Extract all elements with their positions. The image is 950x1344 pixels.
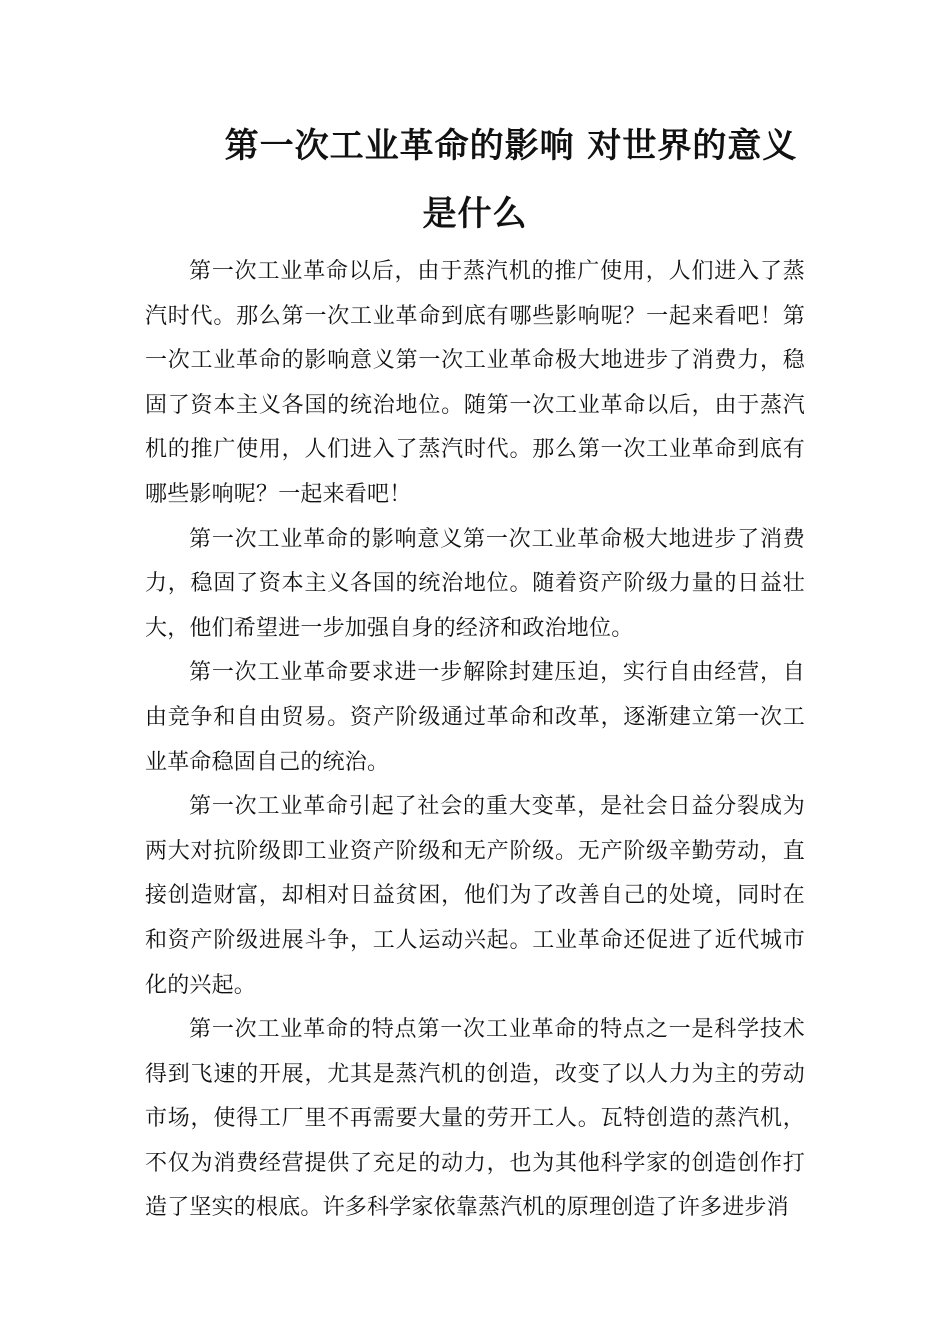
paragraph: 第一次工业革命的影响意义第一次工业革命极大地进步了消费力，稳固了资本主义各国的统治地位。随着资产阶级力量的日益壮大，他们希望进一步加强自身的经济和政治地位。: [145, 526, 805, 641]
document-title: 第一次工业革命的影响 对世界的意义是什么: [224, 126, 798, 234]
paragraph: 第一次工业革命以后，由于蒸汽机的推广使用，人们进入了蒸汽时代。那么第一次工业革命到底有哪些影响呢？一起来看吧！第一次工业革命的影响意义第一次工业革命极大地进步了消费力，稳固了资本主义各国的统治地位。随第一次工业革命以后，由于蒸汽机的推广使用，人们进入了蒸汽时代。那么第一次工业革命到底有哪些影响呢？一起来看吧！: [145, 259, 805, 507]
paragraph: 第一次工业革命的特点第一次工业革命的特点之一是科学技术得到飞速的开展，尤其是蒸汽机的创造，改变了以人力为主的劳动市场，使得工厂里不再需要大量的劳开工人。瓦特创造的蒸汽机，不仅为消费经营提供了充足的动力，也为其他科学家的创造创作打造了坚实的根底。许多科学家依靠蒸汽机的原理创造了许多进步消: [145, 1017, 805, 1221]
paragraph: 第一次工业革命引起了社会的重大变革，是社会日益分裂成为两大对抗阶级即工业资产阶级和无产阶级。无产阶级辛勤劳动，直接创造财富，却相对日益贫困，他们为了改善自己的处境，同时在和资产阶级进展斗争，工人运动兴起。工业革命还促进了近代城市化的兴起。: [145, 794, 805, 998]
document-body: [145, 250, 805, 1231]
paragraph: 第一次工业革命要求进一步解除封建压迫，实行自由经营，自由竞争和自由贸易。资产阶级通过革命和改革，逐渐建立第一次工业革命稳固自己的统治。: [145, 660, 805, 775]
